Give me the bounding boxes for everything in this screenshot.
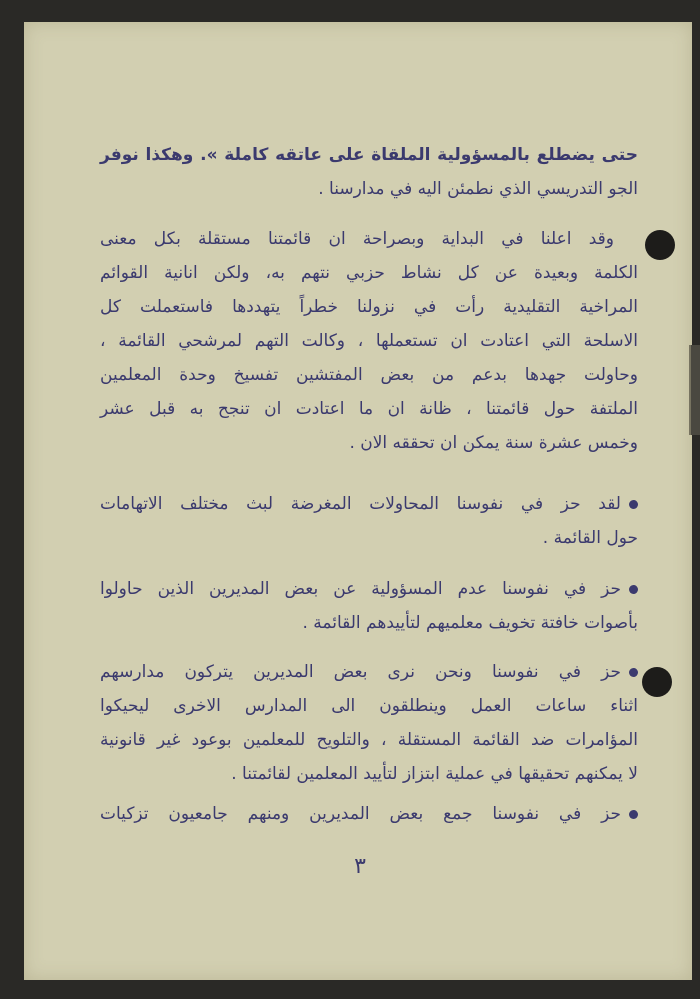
text-line-8: الملتفة حول قائمتنا ، ظانة ان ما اعتادت ان تنجح به قبل عشر xyxy=(100,399,638,419)
text-line-6: الاسلحة التي اعتادت ان تستعملها ، وكالت التهم لمرشحي القائمة ، xyxy=(100,331,638,351)
text-line-17: لا يمكنهم تحقيقها في عملية ابتزاز لتأييد المعلمين لقائمتنا . xyxy=(231,764,638,784)
bullet-item-1 xyxy=(100,487,638,521)
bullet-dot-icon xyxy=(629,810,638,819)
bullet-item-4 xyxy=(100,797,638,831)
bullet-dot-icon xyxy=(629,585,638,594)
binder-hole-bottom xyxy=(642,667,672,697)
text-line-4: الكلمة وبعيدة عن كل نشاط حزبي نتهم به، ولكن انانية القوائم xyxy=(100,263,638,283)
binder-hole-top xyxy=(645,230,675,260)
text-line-13: بأصوات خافتة تخويف معلميهم لتأييدهم القائمة . xyxy=(302,613,638,633)
binder-edge-mark xyxy=(689,345,700,435)
bullet-dot-icon xyxy=(629,668,638,677)
text-line-11: حول القائمة . xyxy=(542,528,638,548)
bullet-item-3-text: حز في نفوسنا ونحن نرى بعض المديرين يتركون مدارسهم xyxy=(100,662,621,682)
text-line-5: المراخية التقليدية رأت في نزولنا خطراً يتهددها فاستعملت كل xyxy=(100,297,638,317)
bullet-item-3 xyxy=(100,655,638,689)
text-line-16: المؤامرات ضد القائمة المستقلة ، والتلويح للمعلمين بوعود غير قانونية xyxy=(100,730,638,750)
text-line-7: وحاولت جهدها بدعم من بعض المفتشين تفسيخ وحدة المعلمين xyxy=(100,365,638,385)
text-line-3: وقد اعلنا في البداية وبصراحة ان قائمتنا مستقلة بكل معنى xyxy=(100,229,614,249)
bullet-item-2-text: حز في نفوسنا عدم المسؤولية عن بعض المديرين الذين حاولوا xyxy=(100,579,621,599)
bullet-dot-icon xyxy=(629,500,638,509)
bullet-item-2 xyxy=(100,572,638,606)
text-line-9: وخمس عشرة سنة يمكن ان تحققه الان . xyxy=(349,433,638,453)
text-line-1: حتى يضطلع بالمسؤولية الملقاة على عاتقه كاملة ». وهكذا نوفر xyxy=(100,145,638,165)
text-line-15: اثناء ساعات العمل وينطلقون الى المدارس الاخرى ليحيكوا xyxy=(100,696,638,716)
bullet-item-4-text: حز في نفوسنا جمع بعض المديرين ومنهم جامعيون تزكيات xyxy=(100,804,621,824)
text-line-2: الجو التدريسي الذي نطمئن اليه في مدارسنا . xyxy=(318,179,638,199)
bullet-item-1-text: لقد حز في نفوسنا المحاولات المغرضة لبث مختلف الاتهامات xyxy=(100,494,621,514)
page-number: ٣ xyxy=(354,854,366,879)
